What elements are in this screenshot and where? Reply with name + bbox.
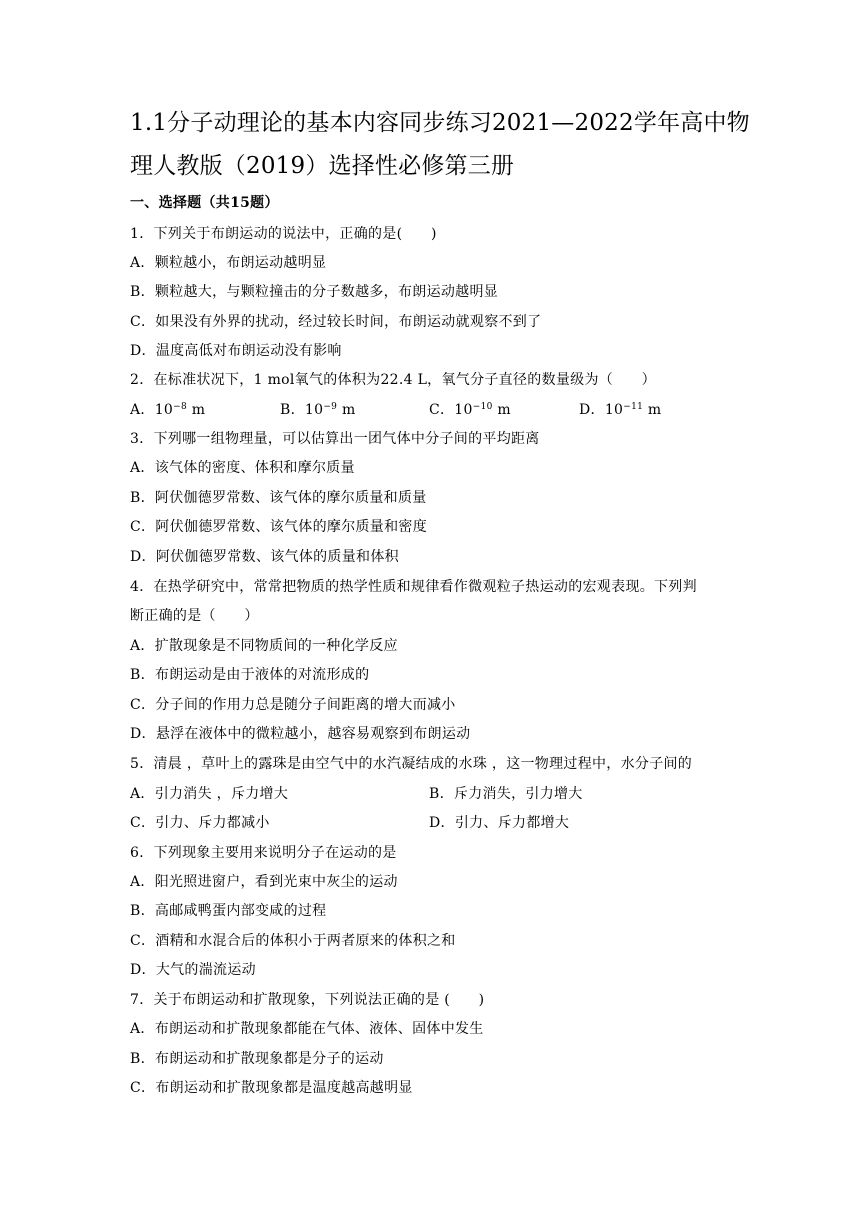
q7-option-c: C．布朗运动和扩散现象都是温度越高越明显 <box>130 1080 413 1096</box>
q2-option-d: D．$10^{-11}$ m <box>579 402 662 418</box>
q1-option-c: C．如果没有外界的扰动，经过较长时间，布朗运动就观察不到了 <box>130 314 542 330</box>
q7-stem: 7．关于布朗运动和扩散现象，下列说法正确的是 ( ) <box>130 992 485 1008</box>
q4-option-d: D．悬浮在液体中的微粒越小，越容易观察到布朗运动 <box>130 726 471 742</box>
q5-option-d: D．引力、斥力都增大 <box>429 815 570 831</box>
q6-option-d: D．大气的湍流运动 <box>130 962 256 978</box>
q5-stem: 5．清晨 ，草叶上的露珠是由空气中的水汽凝结成的水珠 ，这一物理过程中，水分子间的 <box>130 756 693 772</box>
q3-stem: 3．下列哪一组物理量，可以估算出一团气体中分子间的平均距离 <box>130 431 540 447</box>
q2-option-a: A．$10^{-8}$ m <box>130 402 206 418</box>
q6-option-a: A．阳光照进窗户，看到光束中灰尘的运动 <box>130 874 398 890</box>
q3-option-c: C．阿伏伽德罗常数、该气体的摩尔质量和密度 <box>130 519 428 535</box>
q1-stem: 1．下列关于布朗运动的说法中，正确的是( ) <box>130 226 437 242</box>
q4-stem-line-2: 断正确的是（ ） <box>130 608 259 624</box>
q1-option-a: A．颗粒越小，布朗运动越明显 <box>130 255 327 271</box>
q2-stem: 2．在标准状况下，1 mol氧气的体积为22.4 L，氧气分子直径的数量级为（ ） <box>130 372 656 388</box>
q3-option-d: D．阿伏伽德罗常数、该气体的质量和体积 <box>130 549 399 565</box>
q2-option-b: B．$10^{-9}$ m <box>280 402 356 418</box>
document-title <box>130 102 750 188</box>
q5-option-c: C．引力、斥力都减小 <box>130 815 270 831</box>
q5-option-b: B．斥力消失，引力增大 <box>429 786 583 802</box>
q4-stem-line-1: 4．在热学研究中，常常把物质的热学性质和规律看作微观粒子热运动的宏观表现。下列判 <box>130 579 697 595</box>
q5-option-a: A．引力消失 ，斥力增大 <box>130 786 289 802</box>
q7-option-b: B．布朗运动和扩散现象都是分子的运动 <box>130 1051 384 1067</box>
q4-option-c: C．分子间的作用力总是随分子间距离的增大而减小 <box>130 697 456 713</box>
q2-option-c: C．$10^{-10}$ m <box>429 402 511 418</box>
q6-stem: 6．下列现象主要用来说明分子在运动的是 <box>130 845 397 861</box>
title-line-2: 理人教版（2019）选择性必修第三册 <box>130 153 515 179</box>
q4-option-b: B．布朗运动是由于液体的对流形成的 <box>130 667 370 683</box>
q6-option-c: C．酒精和水混合后的体积小于两者原来的体积之和 <box>130 933 456 949</box>
title-line-1: 1.1分子动理论的基本内容同步练习2021—2022学年高中物 <box>130 110 750 136</box>
q6-option-b: B．高邮咸鸭蛋内部变咸的过程 <box>130 903 327 919</box>
q4-option-a: A．扩散现象是不同物质间的一种化学反应 <box>130 638 398 654</box>
section-heading: 一、选择题（共15题） <box>130 195 279 211</box>
q1-option-b: B．颗粒越大，与颗粒撞击的分子数越多，布朗运动越明显 <box>130 284 499 300</box>
q3-option-a: A．该气体的密度、体积和摩尔质量 <box>130 460 355 476</box>
q1-option-d: D．温度高低对布朗运动没有影响 <box>130 343 342 359</box>
q3-option-b: B．阿伏伽德罗常数、该气体的摩尔质量和质量 <box>130 490 427 506</box>
q7-option-a: A．布朗运动和扩散现象都能在气体、液体、固体中发生 <box>130 1021 484 1037</box>
